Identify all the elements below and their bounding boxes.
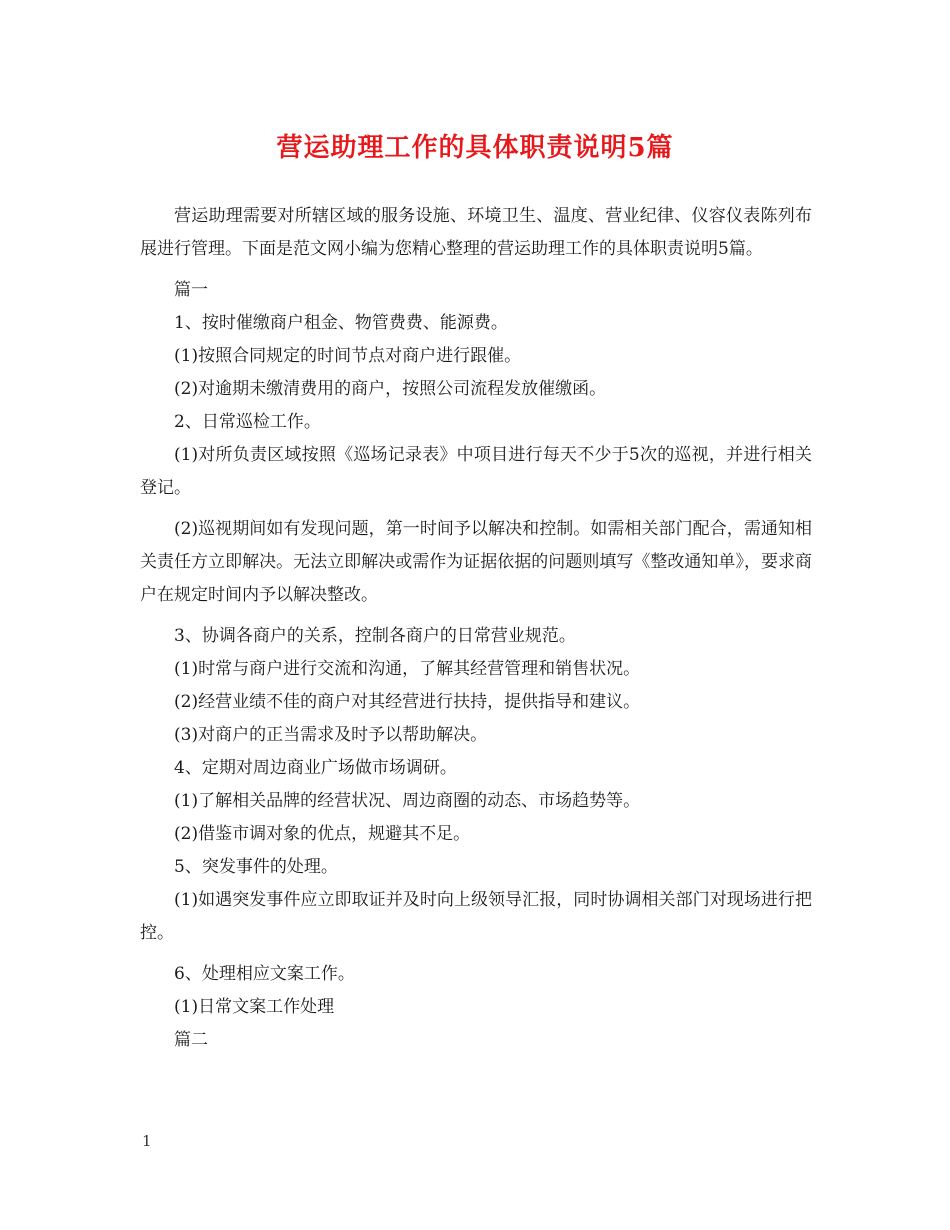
duty-subitem: (1)对所负责区域按照《巡场记录表》中项目进行每天不少于5次的巡视，并进行相关登记。 (140, 445, 812, 498)
duty-item: 3、协调各商户的关系，控制各商户的日常营业规范。 (174, 626, 576, 646)
duty-item: 2、日常巡检工作。 (174, 412, 321, 432)
document-body (140, 200, 812, 1057)
section-heading-1: 篇一 (174, 280, 208, 300)
duty-subitem: (1)日常文案工作处理 (174, 997, 335, 1017)
duty-subitem: (1)如遇突发事件应立即取证并及时向上级领导汇报，同时协调相关部门对现场进行把控。 (140, 890, 812, 943)
duty-subitem: (3)对商户的正当需求及时予以帮助解决。 (174, 725, 488, 745)
duty-subitem: (1)时常与商户进行交流和沟通，了解其经营管理和销售状况。 (174, 659, 641, 679)
duty-item: 5、突发事件的处理。 (174, 857, 338, 877)
document-title: 营运助理工作的具体职责说明5篇 (276, 133, 674, 163)
duty-subitem: (2)对逾期未缴清费用的商户，按照公司流程发放催缴函。 (174, 379, 607, 399)
duty-subitem: (2)经营业绩不佳的商户对其经营进行扶持，提供指导和建议。 (174, 692, 641, 712)
duty-item: 4、定期对周边商业广场做市场调研。 (174, 758, 457, 778)
section-heading-2: 篇二 (174, 1030, 208, 1050)
duty-item: 6、处理相应文案工作。 (174, 964, 355, 984)
duty-subitem: (1)按照合同规定的时间节点对商户进行跟催。 (174, 346, 522, 366)
duty-subitem: (1)了解相关品牌的经营状况、周边商圈的动态、市场趋势等。 (174, 791, 641, 811)
duty-subitem: (2)巡视期间如有发现问题，第一时间予以解决和控制。如需相关部门配合，需通知相关责任方立即解决。无法立即解决或需作为证据依据的问题则填写《整改通知单》，要求商户在规定时间内予以解决整改。 (140, 519, 812, 605)
duty-item: 1、按时催缴商户租金、物管费费、能源费。 (174, 313, 508, 333)
intro-paragraph: 营运助理需要对所辖区域的服务设施、环境卫生、温度、营业纪律、仪容仪表陈列布展进行管理。下面是范文网小编为您精心整理的营运助理工作的具体职责说明5篇。 (140, 206, 812, 259)
duty-subitem: (2)借鉴市调对象的优点，规避其不足。 (174, 824, 471, 844)
page-number: 1 (142, 1132, 152, 1150)
